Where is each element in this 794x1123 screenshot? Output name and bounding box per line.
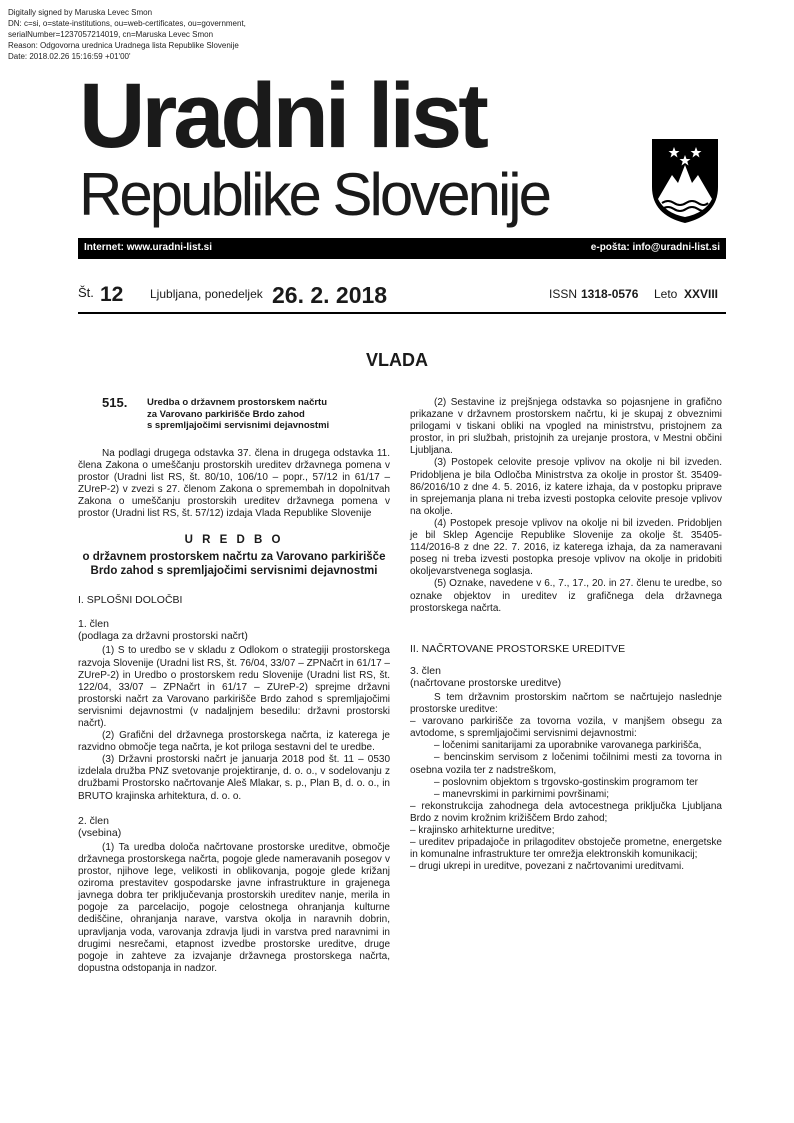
chapter-heading: I. SPLOŠNI DOLOČBI: [78, 594, 183, 607]
document-heading: o državnem prostorskem načrtu za Varovano parkirišče Brdo zahod s spremljajočimi servisnimi dejavnostmi: [82, 551, 386, 578]
article-subtitle: (načrtovane prostorske ureditve): [410, 676, 562, 689]
list-item: – drugi ukrepi in ureditve, povezani z načrtovanimi ureditvami.: [410, 861, 685, 873]
paragraph: (2) Sestavine iz prejšnjega odstavka so pojasnjene in grafično prikazane v državnem prostorskem načrtu, ki je skupaj z obveznimi prilogami v tiskani obliki na vpogled na ministrstvu, pristojnem za prostor, in pri službah, pristojnih za urejanje prostora, v Mestni občini Ljubljana.: [410, 397, 722, 457]
year-number: XXVIII: [684, 287, 719, 301]
act-header: [78, 397, 390, 432]
article-subtitle: (vsebina): [78, 826, 122, 839]
list-item: – ureditev pripadajoče in prilagoditev obstoječe prometne, energetske in komunalne infrastrukture ter omrežja elektronskih komunikacij;: [410, 837, 722, 861]
list-item: – krajinsko arhitekturne ureditve;: [410, 825, 555, 836]
issn-number: 1318-0576: [581, 287, 639, 301]
digital-signature: [8, 7, 308, 62]
issn-label: ISSN: [549, 287, 578, 301]
masthead-title: Uradni list: [79, 65, 485, 167]
masthead-bar: [78, 238, 726, 259]
list-item: – rekonstrukcija zahodnega dela avtocestnega priključka Ljubljana Brdo z novim krožnim križiščem Brdo zahod;: [410, 800, 722, 824]
list-item: – varovano parkirišče za tovorna vozila, v manjšem obsegu za avtodome, s spremljajočimi servisnimi dejavnostmi:: [410, 716, 722, 740]
chapter-heading: II. NAČRTOVANE PROSTORSKE UREDITVE: [410, 642, 626, 655]
article-subtitle: (podlaga za državni prostorski načrt): [78, 630, 248, 643]
year-label: Leto: [654, 287, 678, 301]
paragraph: (3) Postopek celovite presoje vplivov na okolje ni bil izveden. Pridobljena je bila Odločba Ministrstva za okolje in prostor št. 35409-86/2016/10 z dne 4. 5. 2016, iz katere izhaja, da v postopku priprave in sprejemanja plana ni treba izvesti postopka celovite presoje vplivov na okolje.: [410, 457, 722, 517]
article-number: 1. člen: [78, 618, 109, 631]
act-number: 515.: [102, 395, 128, 410]
document-type: U R E D B O: [184, 534, 284, 547]
act-title-line: Uredba o državnem prostorskem načrtu: [147, 397, 328, 408]
website-link[interactable]: Internet: www.uradni-list.si: [84, 242, 212, 253]
act-title-line: s spremljajočimi servisnimi dejavnostmi: [147, 420, 330, 431]
issue-number-label: Št.: [78, 285, 94, 300]
issue-line: [78, 282, 726, 312]
paragraph: (2) Grafični del državnega prostorskega načrta, iz katerega je razvidno območje tega načrta, je kot priloga sestavni del te uredbe.: [78, 730, 390, 754]
paragraph: (1) S to uredbo se v skladu z Odlokom o strategiji prostorskega razvoja Slovenije (Uradni list RS, št. 76/04, 33/07 – ZPNačrt in 61/17 – ZUreP-2) in Uredbo o prostorskem redu Slovenije (Uradni list RS, št. 122/04, 33/07 – ZPNačrt in 61/17 – ZUreP-2) sprejme državni prostorski načrt za Varovano parkirišče Brdo zahod s spremljajočimi servisnimi dejavnostmi (v nadaljnjem besedilu: državni prostorski načrt).: [78, 645, 390, 729]
issue-number: 12: [100, 283, 124, 306]
paragraph: (3) Državni prostorski načrt je januarja 2018 pod št. 11 – 0530 izdelala družba PNZ svetovanje projektiranje, d. o. o., v sodelovanju z družbami Prostorsko načrtovanje Aleš Mlakar, s. p., Plan B, d. o. o., in BRUTO krajinska arhitektura, d. o. o.: [78, 754, 390, 802]
signature-line: Digitally signed by Maruska Levec Smon: [8, 8, 153, 17]
list-item: – poslovnim objektom s trgovsko-gostinskim programom ter: [434, 776, 698, 788]
intro-paragraph: Na podlagi drugega odstavka 37. člena in drugega odstavka 11. člena Zakona o umeščanju prostorskih ureditev državnega pomena v prostor (Uradni list RS, št. 80/10, 106/10 – popr., 57/12 in 61/17 – ZUreP-2) v zvezi s 27. členom Zakona o spremembah in dopolnitvah Zakona o umeščanju prostorskih ureditev državnega pomena v prostor (Uradni list RS, št. 57/12) izdaja Vlada Republike Slovenije: [78, 447, 390, 519]
paragraph: (5) Oznake, navedene v 6., 7., 17., 20. in 27. členu te uredbe, so oznake objektov in ureditev iz grafičnega dela državnega prostorskega načrta.: [410, 578, 722, 614]
email-link[interactable]: e-pošta: info@uradni-list.si: [590, 242, 720, 253]
article-number: 3. člen: [410, 664, 441, 677]
act-title-line: za Varovano parkirišče Brdo zahod: [147, 408, 305, 420]
masthead-subtitle: Republike Slovenije: [79, 161, 549, 228]
coat-of-arms-icon: [650, 137, 720, 225]
signature-line: serialNumber=1237057214019, cn=Maruska Levec Smon: [8, 30, 214, 39]
list-item: – manevrskimi in parkirnimi površinami;: [434, 788, 610, 800]
section-heading: VLADA: [366, 350, 428, 370]
header-rule: [78, 312, 726, 314]
issue-date: 26. 2. 2018: [272, 282, 388, 308]
list-item: – ločenimi sanitarijami za uporabnike varovanega parkirišča,: [434, 740, 702, 752]
signature-line: Reason: Odgovorna urednica Uradnega lista Republike Slovenije: [8, 41, 239, 50]
left-column: [78, 397, 390, 975]
article-number: 2. člen: [78, 814, 109, 827]
right-column: [410, 397, 722, 873]
paragraph: (1) Ta uredba določa načrtovane prostorske ureditve, območje državnega prostorskega načrta, pogoje glede nameravanih posegov v prostor, njihove lege, velikosti in oblikovanja, pogoje glede križanj oziroma prestavitev gospodarske javne infrastrukture in grajenega javnega dobra ter priključevanja prostorskih ureditev nanje, merila in pogoje za parcelacijo, pogoje celostnega ohranjanja kulturne dediščine, ohranjanja narave, varstva okolja in naravnih dobrin, upravljanja voda, varovanja zdravja ljudi in varstva pred naravnimi in drugimi nesrečami, etapnost izvedbe prostorske ureditve, druge pogoje in zahteve za izvajanje državnega prostorskega načrta, dopustna odstopanja in nadzor.: [78, 841, 390, 974]
signature-line: DN: c=si, o=state-institutions, ou=web-certificates, ou=government,: [8, 19, 246, 28]
paragraph: S tem državnim prostorskim načrtom se načrtujejo naslednje prostorske ureditve:: [410, 691, 722, 716]
list-item: – bencinskim servisom z ločenimi točilnimi mesti za tovorna in osebna vozila ter z nadstreškom,: [410, 752, 722, 776]
paragraph: (4) Postopek presoje vplivov na okolje ni bil izveden. Pridobljen je bil Sklep Agencije Republike Slovenije za okolje št. 35405-114/2016-8 z dne 22. 7. 2016, iz katerega izhaja, da za nameravani poseg ni treba izvesti postopka presoje vplivov na okolje in pridobiti okoljevarstvenega soglasja.: [410, 517, 722, 578]
signature-line: Date: 2018.02.26 15:16:59 +01'00': [8, 52, 131, 61]
issue-place-day: Ljubljana, ponedeljek: [150, 287, 263, 301]
